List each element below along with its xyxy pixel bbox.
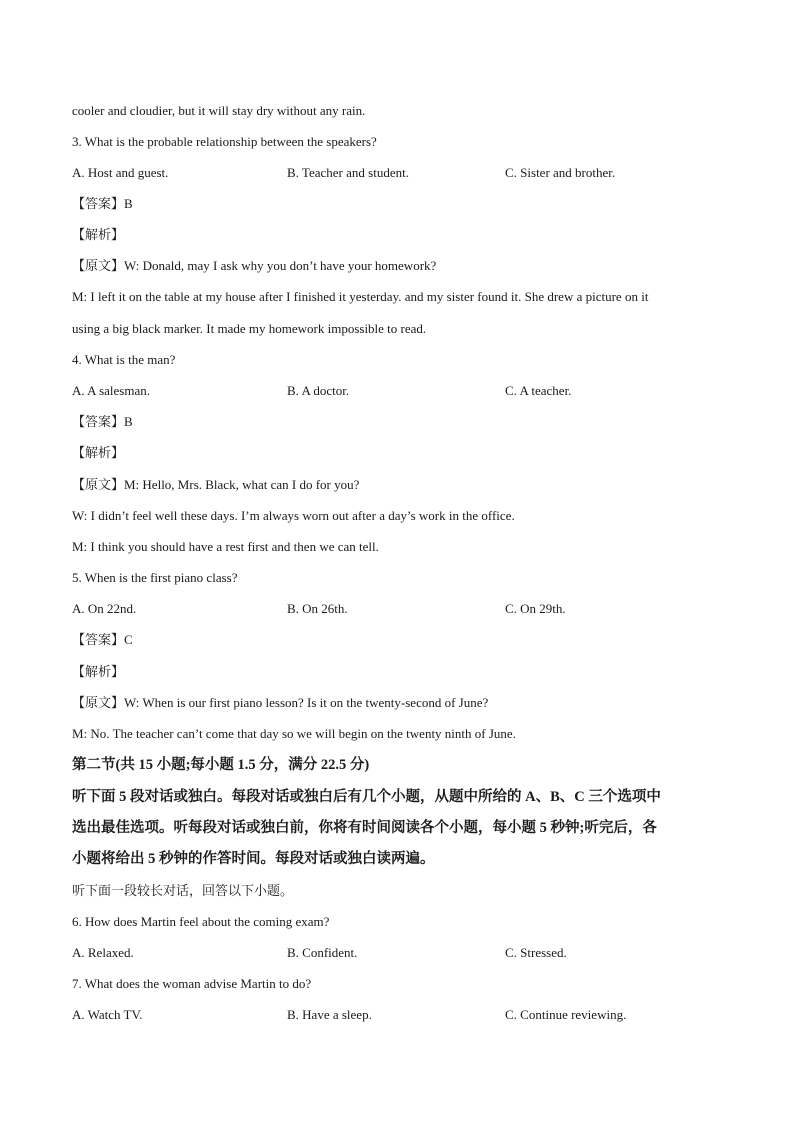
sub-instruction: 听下面一段较长对话，回答以下小题。 (72, 883, 294, 898)
option-c: C. A teacher. (505, 383, 572, 398)
option-b: B. Teacher and student. (287, 165, 409, 180)
option-c: C. Sister and brother. (505, 165, 616, 180)
dialogue-line: M: No. The teacher can’t come that day so we will begin on the twenty ninth of June. (72, 726, 516, 741)
dialogue-line: M: I left it on the table at my house after I finished it yesterday. and my sister found it. She drew a picture on it (72, 289, 649, 304)
option-b: B. A doctor. (287, 383, 350, 398)
option-a: A. Watch TV. (72, 1007, 143, 1022)
instructions-line: 听下面 5 段对话或独白。每段对话或独白后有几个小题，从题中所给的 A、B、C 三个选项中 (72, 789, 661, 805)
option-b: B. Confident. (287, 945, 358, 960)
option-a: A. Host and guest. (72, 165, 169, 180)
text-line: cooler and cloudier, but it will stay dry without any rain. (72, 103, 366, 118)
original-text: 【原文】W: Donald, may I ask why you don’t have your homework? (72, 258, 437, 273)
option-b: B. Have a sleep. (287, 1007, 372, 1022)
question-7: 7. What does the woman advise Martin to do? (72, 976, 312, 991)
options-7 (72, 1006, 732, 1024)
instructions-line: 选出最佳选项。听每段对话或独白前，你将有时间阅读各个小题，每小题 5 秒钟;听完后，各 (72, 820, 657, 836)
explanation-label: 【解析】 (72, 445, 125, 460)
option-b: B. On 26th. (287, 601, 348, 616)
explanation-label: 【解析】 (72, 664, 125, 679)
instructions-line: 小题将给出 5 秒钟的作答时间。每段对话或独白读两遍。 (72, 851, 435, 867)
option-a: A. On 22nd. (72, 601, 137, 616)
answer-label: 【答案】C (72, 632, 133, 647)
question-3: 3. What is the probable relationship between the speakers? (72, 134, 377, 149)
dialogue-line: using a big black marker. It made my homework impossible to read. (72, 321, 427, 336)
section-heading: 第二节(共 15 小题;每小题 1.5 分，满分 22.5 分) (72, 757, 370, 773)
option-c: C. Continue reviewing. (505, 1007, 627, 1022)
option-a: A. A salesman. (72, 383, 150, 398)
answer-label: 【答案】B (72, 196, 133, 211)
dialogue-line: W: I didn’t feel well these days. I’m always worn out after a day’s work in the office. (72, 508, 515, 523)
question-6: 6. How does Martin feel about the coming exam? (72, 914, 330, 929)
option-c: C. On 29th. (505, 601, 566, 616)
options-6 (72, 944, 732, 962)
option-c: C. Stressed. (505, 945, 567, 960)
options-4 (72, 382, 732, 400)
options-5 (72, 600, 732, 618)
original-text: 【原文】M: Hello, Mrs. Black, what can I do for you? (72, 477, 360, 492)
answer-label: 【答案】B (72, 414, 133, 429)
original-text: 【原文】W: When is our first piano lesson? Is it on the twenty-second of June? (72, 695, 489, 710)
option-a: A. Relaxed. (72, 945, 134, 960)
dialogue-line: M: I think you should have a rest first and then we can tell. (72, 539, 379, 554)
options-3 (72, 164, 732, 182)
question-4: 4. What is the man? (72, 352, 176, 367)
explanation-label: 【解析】 (72, 227, 125, 242)
question-5: 5. When is the first piano class? (72, 570, 238, 585)
